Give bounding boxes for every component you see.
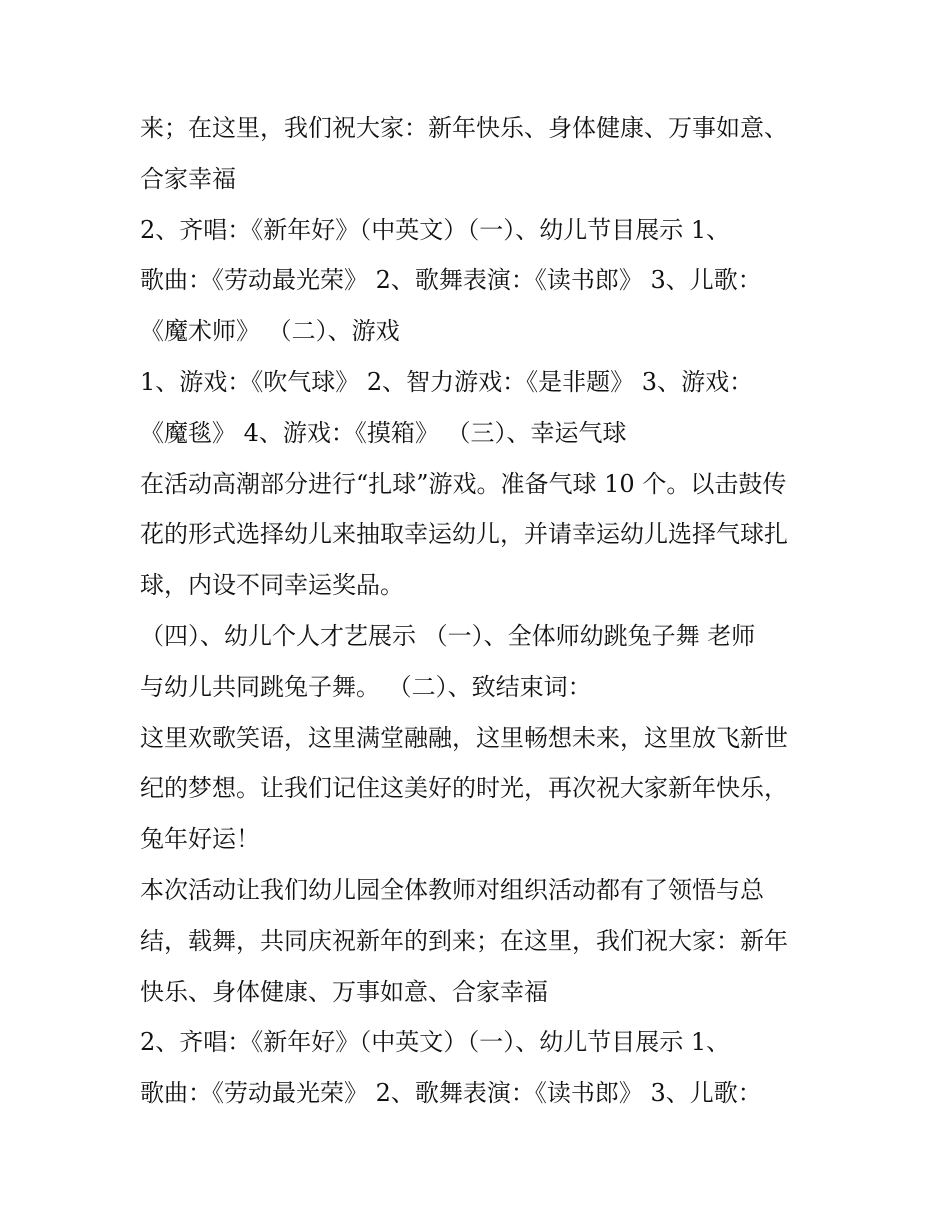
text-line: 花的形式选择幼儿来抽取幸运幼儿，并请幸运幼儿选择气球扎: [140, 520, 788, 549]
text-line: 2、齐唱：《新年好》（中英文）（一）、幼儿节目展示 1、: [140, 215, 731, 244]
text-line: 《魔术师》 （二）、游戏: [140, 317, 400, 346]
text-line: 结，载舞，共同庆祝新年的到来；在这里，我们祝大家：新年: [140, 926, 788, 955]
text-line: 本次活动让我们幼儿园全体教师对组织活动都有了领悟与总: [140, 875, 764, 904]
text-line: 球，内设不同幸运奖品。: [140, 571, 404, 600]
document-body: [140, 103, 820, 1119]
text-line: 《魔毯》 4、游戏：《摸箱》 （三）、幸运气球: [140, 418, 627, 447]
text-line: 歌曲：《劳动最光荣》 2、歌舞表演：《读书郎》 3、儿歌：: [140, 1079, 762, 1108]
text-line: 歌曲：《劳动最光荣》 2、歌舞表演：《读书郎》 3、儿歌：: [140, 266, 762, 295]
text-line: （四）、幼儿个人才艺展示 （一）、全体师幼跳兔子舞 老师: [140, 621, 756, 650]
text-line: 快乐、身体健康、万事如意、合家幸福: [140, 977, 548, 1006]
text-line: 合家幸福: [140, 164, 236, 193]
text-line: 这里欢歌笑语，这里满堂融融，这里畅想未来，这里放飞新世: [140, 723, 788, 752]
text-line: 兔年好运！: [140, 825, 260, 854]
text-line: 1、游戏：《吹气球》 2、智力游戏：《是非题》 3、游戏：: [140, 367, 754, 396]
text-line: 在活动高潮部分进行“扎球”游戏。准备气球 10 个。以击鼓传: [140, 469, 787, 498]
text-line: 2、齐唱：《新年好》（中英文）（一）、幼儿节目展示 1、: [140, 1028, 731, 1057]
text-line: 纪的梦想。让我们记住这美好的时光，再次祝大家新年快乐，: [140, 774, 788, 803]
text-line: 与幼儿共同跳兔子舞。 （二）、致结束词：: [140, 672, 592, 701]
text-line: 来；在这里，我们祝大家：新年快乐、身体健康、万事如意、: [140, 114, 788, 142]
